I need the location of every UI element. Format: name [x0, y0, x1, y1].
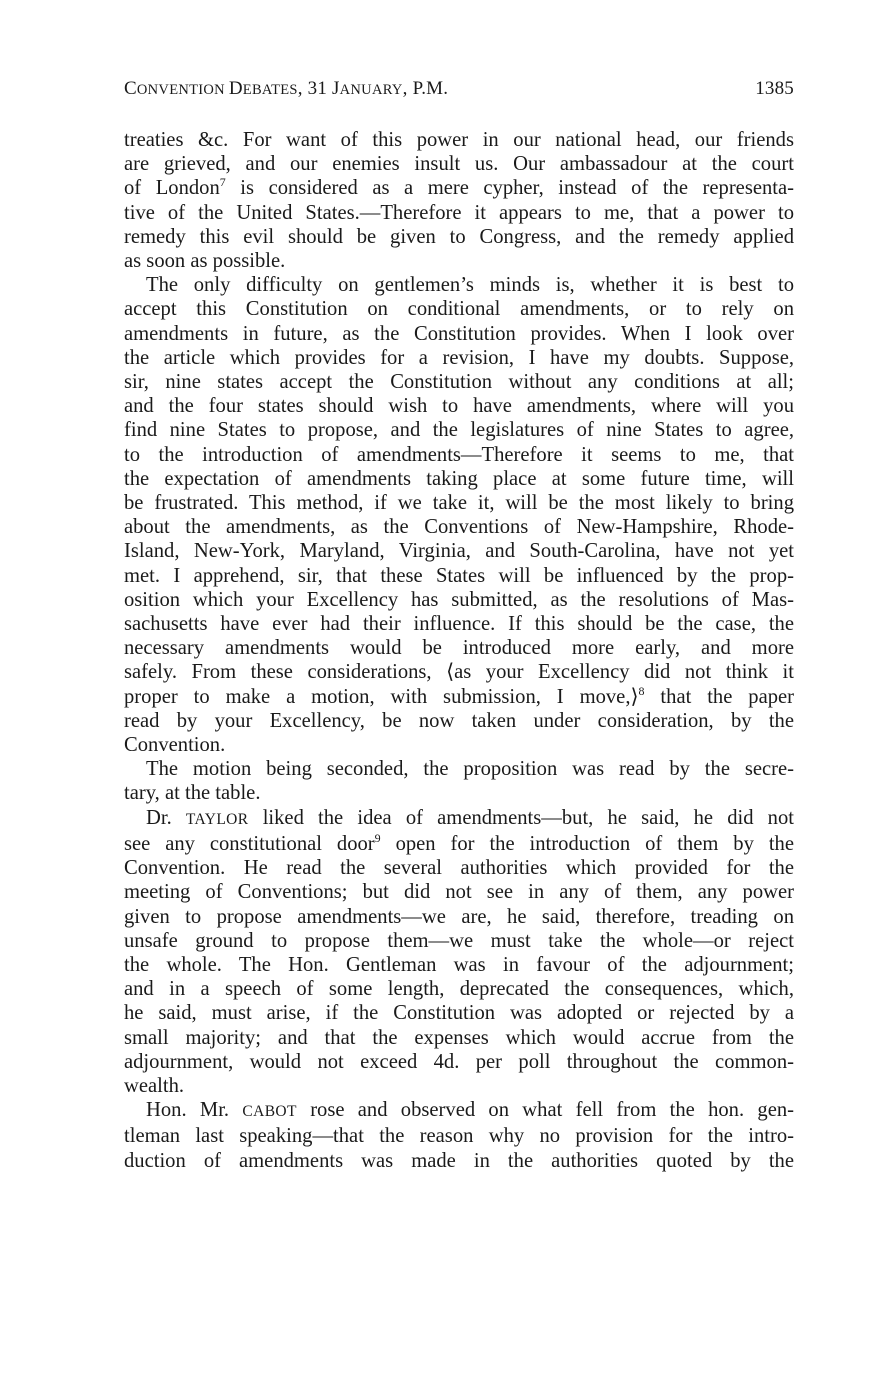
text-line: unsafe ground to propose them—we must take the whole—or reject	[124, 929, 794, 952]
paragraph-4	[124, 806, 794, 1098]
text-line: adjournment, would not exceed 4d. per poll throughout the common-	[124, 1050, 794, 1073]
text-line: osition which your Excellency has submitted, as the resolutions of Mas-	[124, 588, 794, 611]
speaker-name: TAYLOR	[185, 810, 249, 828]
paragraph-1	[124, 128, 794, 273]
text-line: as soon as possible.	[124, 250, 286, 273]
paragraph-2	[124, 273, 794, 757]
text-line: Hon. Mr. CABOT rose and observed on what fell from the hon. gen-	[146, 1099, 794, 1122]
text-line: tleman last speaking—that the reason why no provision for the intro-	[124, 1125, 794, 1148]
text-line: remedy this evil should be given to Congress, and the remedy applied	[124, 225, 794, 248]
page-number: 1385	[755, 78, 794, 99]
text-line: the article which provides for a revision, I have my doubts. Suppose,	[124, 346, 794, 369]
text-line: see any constitutional door$^9$ open for the introduction of them by the	[124, 830, 794, 855]
paragraph-5	[124, 1098, 794, 1173]
text-line: proper to make a motion, with submission, I move,⟩$^8$ that the paper	[124, 683, 795, 708]
text-line: duction of amendments was made in the authorities quoted by the	[124, 1149, 794, 1172]
text-line: and the four states should wish to have amendments, where will you	[124, 395, 794, 418]
footnote-ref-8: 8	[638, 683, 645, 698]
text-line: The motion being seconded, the proposition was read by the secre-	[146, 758, 794, 781]
body-text	[124, 128, 794, 1173]
text-line: sir, nine states accept the Constitution without any conditions at all;	[124, 371, 794, 394]
text-line: wealth.	[124, 1074, 185, 1097]
speaker-name: CABOT	[242, 1103, 297, 1121]
text-line: are grieved, and our enemies insult us. Our ambassadour at the court	[124, 153, 794, 176]
footnote-ref-9: 9	[374, 830, 381, 845]
text-line: meeting of Conventions; but did not see in any of them, any power	[124, 881, 794, 904]
text-line: about the amendments, as the Conventions of New-Hampshire, Rhode-	[124, 516, 794, 539]
text-line: sachusetts have ever had their influence. If this should be the case, the	[124, 613, 794, 636]
text-line: and in a speech of some length, deprecated the consequences, which,	[124, 978, 794, 1001]
text-line: The only difficulty on gentlemen’s minds is, whether it is best to	[146, 274, 794, 297]
text-line: be frustrated. This method, if we take it, will be the most likely to bring	[124, 492, 794, 515]
text-line: treaties &c. For want of this power in our national head, our friends	[124, 129, 794, 151]
running-head	[124, 78, 794, 106]
text-line: tary, at the table.	[124, 782, 261, 805]
text-line: the whole. The Hon. Gentleman was in favour of the adjournment;	[124, 953, 794, 976]
text-line: safely. From these considerations, ⟨as your Excellency did not think it	[124, 661, 794, 684]
text-line: Convention.	[124, 734, 226, 757]
text-line: tive of the United States.—Therefore it appears to me, that a power to	[124, 201, 794, 224]
text-line: read by your Excellency, be now taken under consideration, by the	[124, 709, 794, 732]
text-line: to the introduction of amendments—Therefore it seems to me, that	[124, 443, 794, 466]
text-line: accept this Constitution on conditional amendments, or to rely on	[124, 298, 794, 321]
text-line: Dr. TAYLOR liked the idea of amendments—but, he said, he did not	[146, 806, 795, 829]
paragraph-3	[124, 757, 794, 805]
text-line: he said, must arise, if the Constitution was adopted or rejected by a	[124, 1002, 794, 1025]
text-line: given to propose amendments—we are, he said, therefore, treading on	[124, 905, 794, 928]
text-line: necessary amendments would be introduced more early, and more	[124, 637, 794, 660]
footnote-ref-7: 7	[219, 175, 226, 190]
text-line: Island, New-York, Maryland, Virginia, and South-Carolina, have not yet	[124, 540, 794, 563]
page	[124, 78, 794, 1173]
text-line: small majority; and that the expenses which would accrue from the	[124, 1026, 794, 1049]
text-line: Convention. He read the several authorities which provided for the	[124, 857, 794, 880]
text-line: met. I apprehend, sir, that these States will be influenced by the prop-	[124, 564, 794, 587]
text-line: amendments in future, as the Constitution provides. When I look over	[124, 322, 794, 345]
running-head-title: CONVENTION DEBATES, 31 JANUARY, P.M.	[124, 78, 449, 99]
text-line: find nine States to propose, and the legislatures of nine States to agree,	[124, 419, 794, 442]
text-line: of London$^7$ is considered as a mere cypher, instead of the representa-	[124, 175, 794, 200]
text-line: the expectation of amendments taking place at some future time, will	[124, 467, 794, 490]
